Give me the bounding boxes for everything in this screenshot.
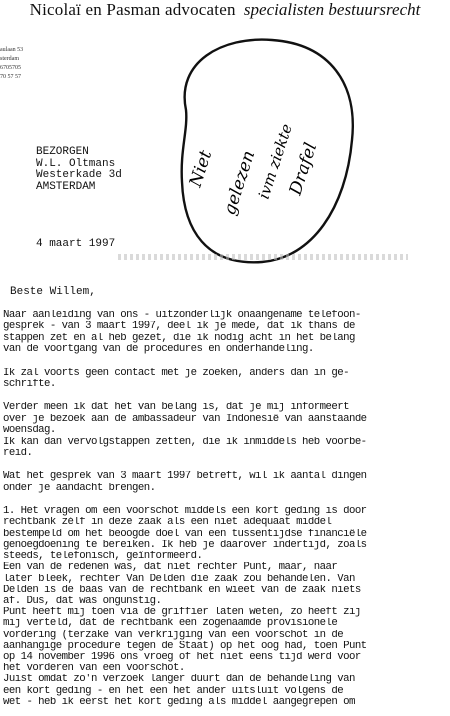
body-line: 1. Het vragen om een voorschot middels een kort geding is door <box>3 506 367 518</box>
recipient-address <box>36 147 122 193</box>
body-line: vordering (terzake van verkrijging van een voorschot in de <box>3 629 344 641</box>
body-line: Wat het gesprek van 3 maart 1997 betreft, wil ik aantal dingen <box>3 471 367 483</box>
note-line: ivm ziekte <box>254 121 296 202</box>
body-line: later bleek, rechter Van Delden die zaak zou behandelen. Van <box>3 573 355 585</box>
body-line: onder je aandacht brengen. <box>3 482 156 494</box>
paragraph <box>3 471 447 494</box>
scan-artifact <box>118 254 408 260</box>
note-line: Drafel <box>285 140 322 198</box>
note-line: Niet <box>185 147 217 190</box>
body-line: over je bezoek aan de ambassadeur van Indonesië van aanstaande <box>3 413 367 425</box>
body-line: op 14 november 1996 ons vroeg of het niet eens tijd werd voor <box>3 651 361 663</box>
firm-name: Nicolaï en Pasman advocaten <box>29 0 236 19</box>
paragraph <box>3 506 447 708</box>
address-line: Westerkade 3d <box>36 169 122 181</box>
body-line: gesprek - van 3 maart 1997, deel ik je mede, dat ik thans de <box>3 321 355 333</box>
body-line: Verder meen ik dat het van belang is, dat je mij informeert <box>3 402 349 414</box>
body-line: mij verteld, dat de rechtbank een zogenaamde provisionele <box>3 618 338 630</box>
body-line: Een van de redenen was, dat niet rechter Punt, maar, naar <box>3 562 338 574</box>
body-line: bestempeld om het beoogde doel van een tussentijdse financiële <box>3 528 367 540</box>
side-margin-address <box>0 46 23 82</box>
body-line: stappen zet en al heb gezet, die ik nodig acht in het belang <box>3 332 355 344</box>
side-line: 70 57 57 <box>0 74 21 80</box>
body-line: Juist omdat zo'n verzoek langer duurt dan de behandeling van <box>3 674 355 686</box>
address-line: BEZORGEN <box>36 146 89 158</box>
body-line: aanhangige procedure tegen de Staat) op het oog had, toen Punt <box>3 640 367 652</box>
firm-specialty: specialisten bestuursrecht <box>243 0 421 19</box>
body-line: schrifte. <box>3 379 56 391</box>
salutation: Beste Willem, <box>10 286 96 298</box>
body-line: rechtbank zélf in deze zaak als een niet adequaat middel <box>3 517 332 529</box>
address-line: AMSTERDAM <box>36 180 96 193</box>
body-line: woensdag. <box>3 425 56 437</box>
body-line: Naar aanleiding van ons - uitzonderlijk onaangename telefoon- <box>3 310 361 321</box>
letterhead <box>0 0 450 20</box>
paragraph <box>3 310 447 356</box>
body-line: Ik zal voorts geen contact met je zoeken, anders dan in ge- <box>3 367 349 379</box>
body-line: van de voortgang van de procedures en onderhandeling. <box>3 344 314 356</box>
paragraph <box>3 402 447 459</box>
body-line: steeds, telefonisch, geïnformeerd. <box>3 551 203 563</box>
body-line: Delden is de baas van de rechtbank en wieet van de zaak niets <box>3 584 361 596</box>
body-line: af. Dus, dat was ongunstig. <box>3 595 162 607</box>
side-line: aulaan 53 <box>0 47 24 53</box>
address-line: W.L. Oltmans <box>36 157 116 170</box>
body-line: genoegdoening te bereiken. Ik heb je daarover indertijd, zoals <box>3 539 367 551</box>
body-line: een kort geding - en het een het ander uitsluit volgens de <box>3 685 344 697</box>
paragraph <box>3 368 447 391</box>
letter-date: 4 maart 1997 <box>36 238 116 250</box>
body-line: Ik kan dan vervolgstappen zetten, die ik inmiddels heb voorbe- <box>3 436 367 448</box>
body-line: Punt heeft mij toen via de griffier laten weten, zo heeft zij <box>3 607 361 619</box>
note-line: gelezen <box>219 148 260 218</box>
body-line: reid. <box>3 448 33 460</box>
letter-body <box>3 310 447 708</box>
note-ellipse <box>182 40 353 263</box>
side-line: 6705705 <box>0 65 21 71</box>
body-line: wet - heb ik eerst het kort geding als middel aangegrepen om <box>3 696 355 708</box>
body-line: het vorderen van een voorschot. <box>3 663 185 675</box>
side-line: sterdam <box>0 56 19 62</box>
